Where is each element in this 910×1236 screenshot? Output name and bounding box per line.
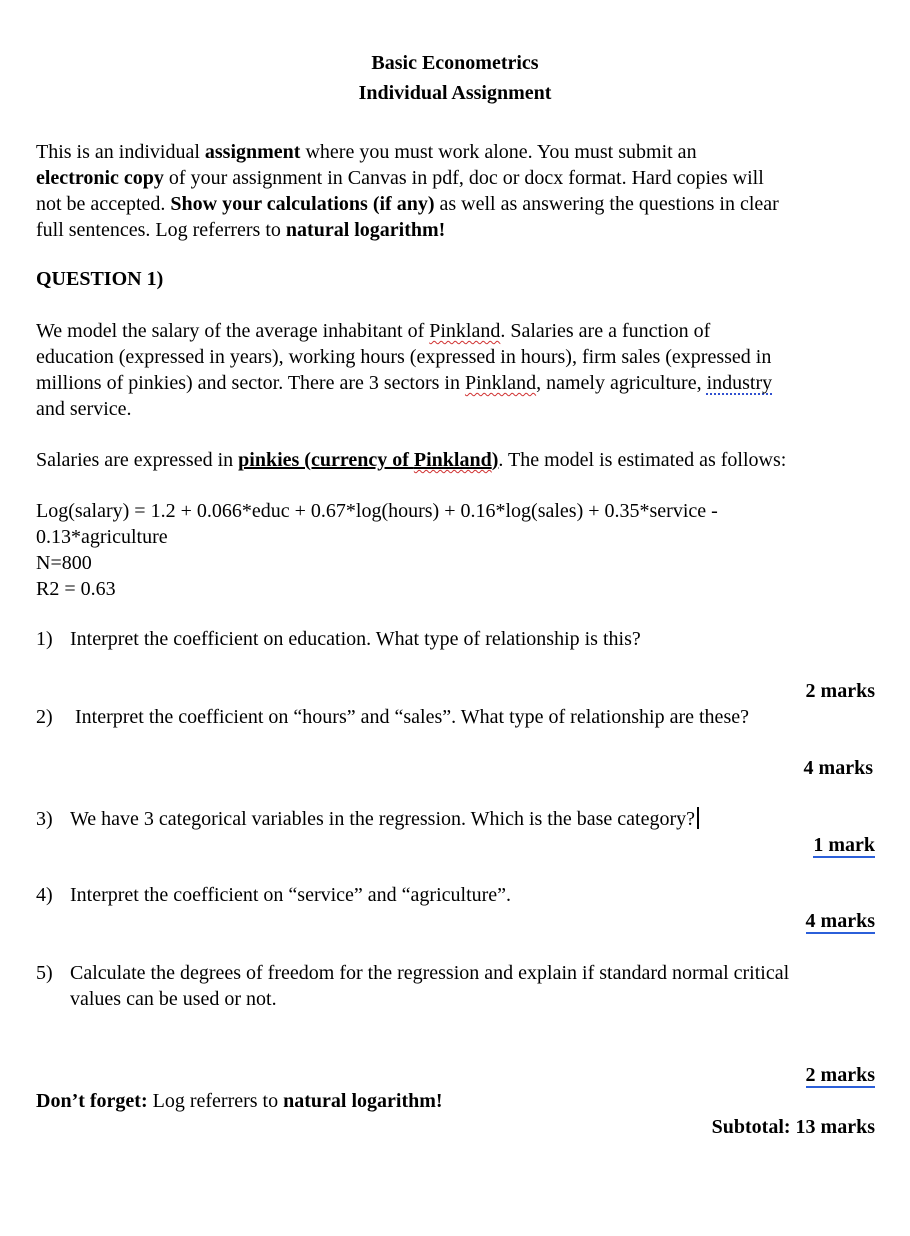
text-cursor (697, 807, 699, 829)
question-1-marks: 2 marks (805, 680, 875, 702)
r-squared: R2 = 0.63 (36, 578, 116, 600)
document-subtitle: Individual Assignment (358, 82, 552, 104)
model-description: We model the salary of the average inhabitant of Pinkland. Salaries are a function of education (expressed in years), working hours (expressed in hours), firm sales (expressed in millions of pinkies) and sector. There are 3 sectors in Pinkland, namely agriculture, industry and service. (36, 320, 773, 420)
question-3-marks: 1 mark (813, 834, 875, 856)
grammar-flag[interactable]: industry (706, 372, 773, 394)
spelling-flag[interactable]: Pinkland (429, 320, 501, 342)
spelling-flag[interactable]: Pinkland (464, 372, 537, 394)
reminder-note: Don’t forget: Log referrers to natural logarithm! (36, 1090, 443, 1112)
subtotal: Subtotal: 13 marks (711, 1116, 875, 1138)
currency-line: Salaries are expressed in pinkies (currency of Pinkland). The model is estimated as follows: (36, 449, 787, 471)
model-equation: Log(salary) = 1.2 + 0.066*educ + 0.67*log(hours) + 0.16*log(sales) + 0.35*service - 0.13*agriculture N=800 R2 = 0.63 (36, 498, 881, 602)
spelling-flag[interactable]: Pinkland (413, 449, 492, 471)
question-4: 4) Interpret the coefficient on “service” and “agriculture”. (36, 884, 512, 906)
question-5: 5) Calculate the degrees of freedom for the regression and explain if standard normal critical values can be used or not. (36, 962, 790, 1010)
question-3: 3) We have 3 categorical variables in the regression. Which is the base category? (36, 806, 699, 832)
question-2: 2) Interpret the coefficient on “hours” and “sales”. What type of relationship are these? (36, 706, 749, 728)
document-title: Basic Econometrics (371, 52, 539, 74)
question-4-marks: 4 marks (805, 910, 875, 932)
question-1: 1) Interpret the coefficient on education. What type of relationship is this? (36, 628, 641, 650)
question-2-marks: 4 marks (803, 757, 873, 779)
intro-paragraph: This is an individual assignment where you must work alone. You must submit an electronic copy of your assignment in Canvas in pdf, doc or docx format. Hard copies will not be accepted. Show your calculations (if any) as well as answering the questions in clear full sentences. Log referrers to natural logarithm! (36, 141, 779, 241)
question-heading: QUESTION 1) (36, 268, 164, 290)
question-5-marks: 2 marks (805, 1064, 875, 1086)
sample-size: N=800 (36, 552, 92, 574)
